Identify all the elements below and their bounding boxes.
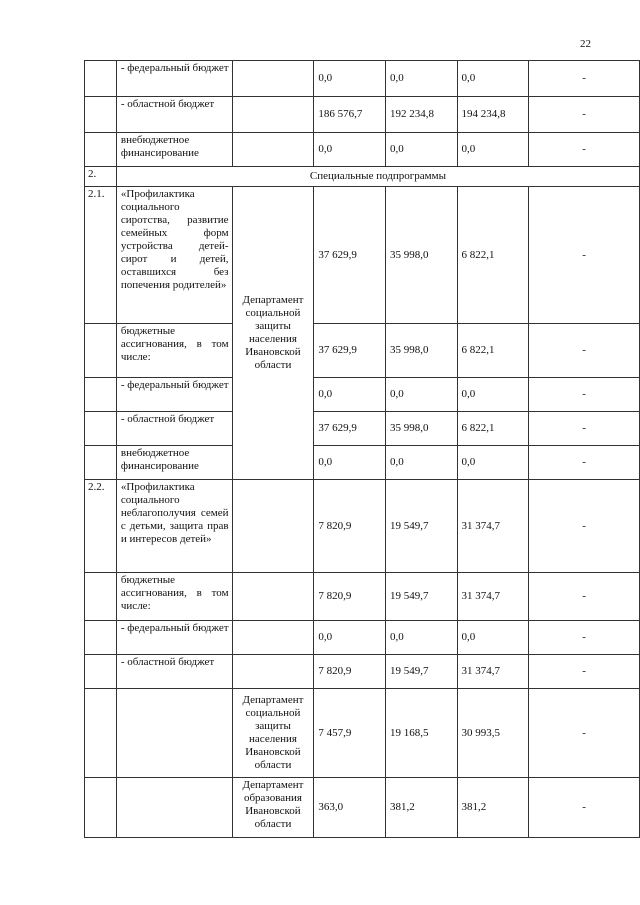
page-number: 22 — [580, 38, 591, 50]
value-cell: 37 629,9 — [314, 187, 386, 324]
row-label: внебюджетное финансирование — [116, 446, 232, 480]
value-cell: - — [529, 655, 640, 689]
executor-cell: Департамент образования Ивановской области — [232, 778, 314, 838]
table-row — [85, 97, 640, 133]
value-cell: - — [529, 133, 640, 167]
value-cell: 7 820,9 — [314, 573, 386, 621]
value-cell: 7 820,9 — [314, 655, 386, 689]
value-cell: - — [529, 689, 640, 778]
row-number: 2.2. — [85, 480, 117, 573]
value-cell: - — [529, 324, 640, 378]
row-label: - федеральный бюджет — [116, 621, 232, 655]
value-cell: 35 998,0 — [385, 187, 457, 324]
value-cell: 19 549,7 — [385, 480, 457, 573]
value-cell: 7 457,9 — [314, 689, 386, 778]
value-cell: 6 822,1 — [457, 412, 529, 446]
value-cell: 0,0 — [314, 378, 386, 412]
row-number: 2.1. — [85, 187, 117, 324]
value-cell: 19 168,5 — [385, 689, 457, 778]
value-cell: 30 993,5 — [457, 689, 529, 778]
value-cell: 0,0 — [457, 61, 529, 97]
row-label: бюджетные ассигнования, в том числе: — [116, 573, 232, 621]
value-cell: 31 374,7 — [457, 573, 529, 621]
value-cell: 0,0 — [385, 446, 457, 480]
value-cell: 0,0 — [457, 378, 529, 412]
value-cell: - — [529, 378, 640, 412]
section-number: 2. — [85, 167, 117, 187]
value-cell: 19 549,7 — [385, 655, 457, 689]
value-cell: - — [529, 187, 640, 324]
value-cell: - — [529, 61, 640, 97]
value-cell: 0,0 — [314, 446, 386, 480]
value-cell: - — [529, 573, 640, 621]
value-cell: 35 998,0 — [385, 412, 457, 446]
table-row — [85, 412, 640, 446]
row-label: - федеральный бюджет — [116, 378, 232, 412]
value-cell: 19 549,7 — [385, 573, 457, 621]
table-row — [85, 778, 640, 838]
value-cell: 0,0 — [385, 61, 457, 97]
value-cell: 0,0 — [385, 133, 457, 167]
value-cell: 363,0 — [314, 778, 386, 838]
table-row — [85, 480, 640, 573]
value-cell: 35 998,0 — [385, 324, 457, 378]
subprogram-title: «Профилактика социального неблагополучия семей с детьми, защита прав и интересов детей» — [116, 480, 232, 573]
value-cell: 31 374,7 — [457, 655, 529, 689]
row-label: внебюджетное финансирование — [116, 133, 232, 167]
value-cell: 381,2 — [457, 778, 529, 838]
value-cell: 31 374,7 — [457, 480, 529, 573]
value-cell: 0,0 — [385, 378, 457, 412]
table-row — [85, 133, 640, 167]
value-cell: 37 629,9 — [314, 412, 386, 446]
executor-cell: Департамент социальной защиты населения Ивановской области — [232, 187, 314, 480]
table-row — [85, 573, 640, 621]
section-title: Специальные подпрограммы — [116, 167, 639, 187]
value-cell: 0,0 — [457, 621, 529, 655]
executor-cell: Департамент социальной защиты населения Ивановской области — [232, 689, 314, 778]
row-label: бюджетные ассигнования, в том числе: — [116, 324, 232, 378]
value-cell: 0,0 — [314, 133, 386, 167]
value-cell: 0,0 — [314, 61, 386, 97]
value-cell: - — [529, 778, 640, 838]
value-cell: 37 629,9 — [314, 324, 386, 378]
row-label: - областной бюджет — [116, 97, 232, 133]
value-cell: - — [529, 621, 640, 655]
value-cell: 0,0 — [385, 621, 457, 655]
value-cell: - — [529, 480, 640, 573]
value-cell: 186 576,7 — [314, 97, 386, 133]
table-row — [85, 324, 640, 378]
value-cell: 0,0 — [314, 621, 386, 655]
value-cell: 192 234,8 — [385, 97, 457, 133]
value-cell: 381,2 — [385, 778, 457, 838]
value-cell: - — [529, 412, 640, 446]
value-cell: - — [529, 446, 640, 480]
value-cell: 6 822,1 — [457, 187, 529, 324]
value-cell: 0,0 — [457, 446, 529, 480]
row-label: - областной бюджет — [116, 412, 232, 446]
table-row — [85, 187, 640, 324]
table-row — [85, 689, 640, 778]
value-cell: 6 822,1 — [457, 324, 529, 378]
value-cell: 7 820,9 — [314, 480, 386, 573]
table-row — [85, 61, 640, 97]
table-row — [85, 446, 640, 480]
table-row — [85, 378, 640, 412]
value-cell: - — [529, 97, 640, 133]
table-row — [85, 621, 640, 655]
subprogram-title: «Профилактика социального сиротства, развитие семейных форм устройства детей-сирот и детей, оставшихся без попечения родителей» — [116, 187, 232, 324]
row-label: - федеральный бюджет — [116, 61, 232, 97]
value-cell: 194 234,8 — [457, 97, 529, 133]
value-cell: 0,0 — [457, 133, 529, 167]
row-label: - областной бюджет — [116, 655, 232, 689]
budget-table — [84, 60, 640, 838]
table-row — [85, 655, 640, 689]
section-header-row — [85, 167, 640, 187]
